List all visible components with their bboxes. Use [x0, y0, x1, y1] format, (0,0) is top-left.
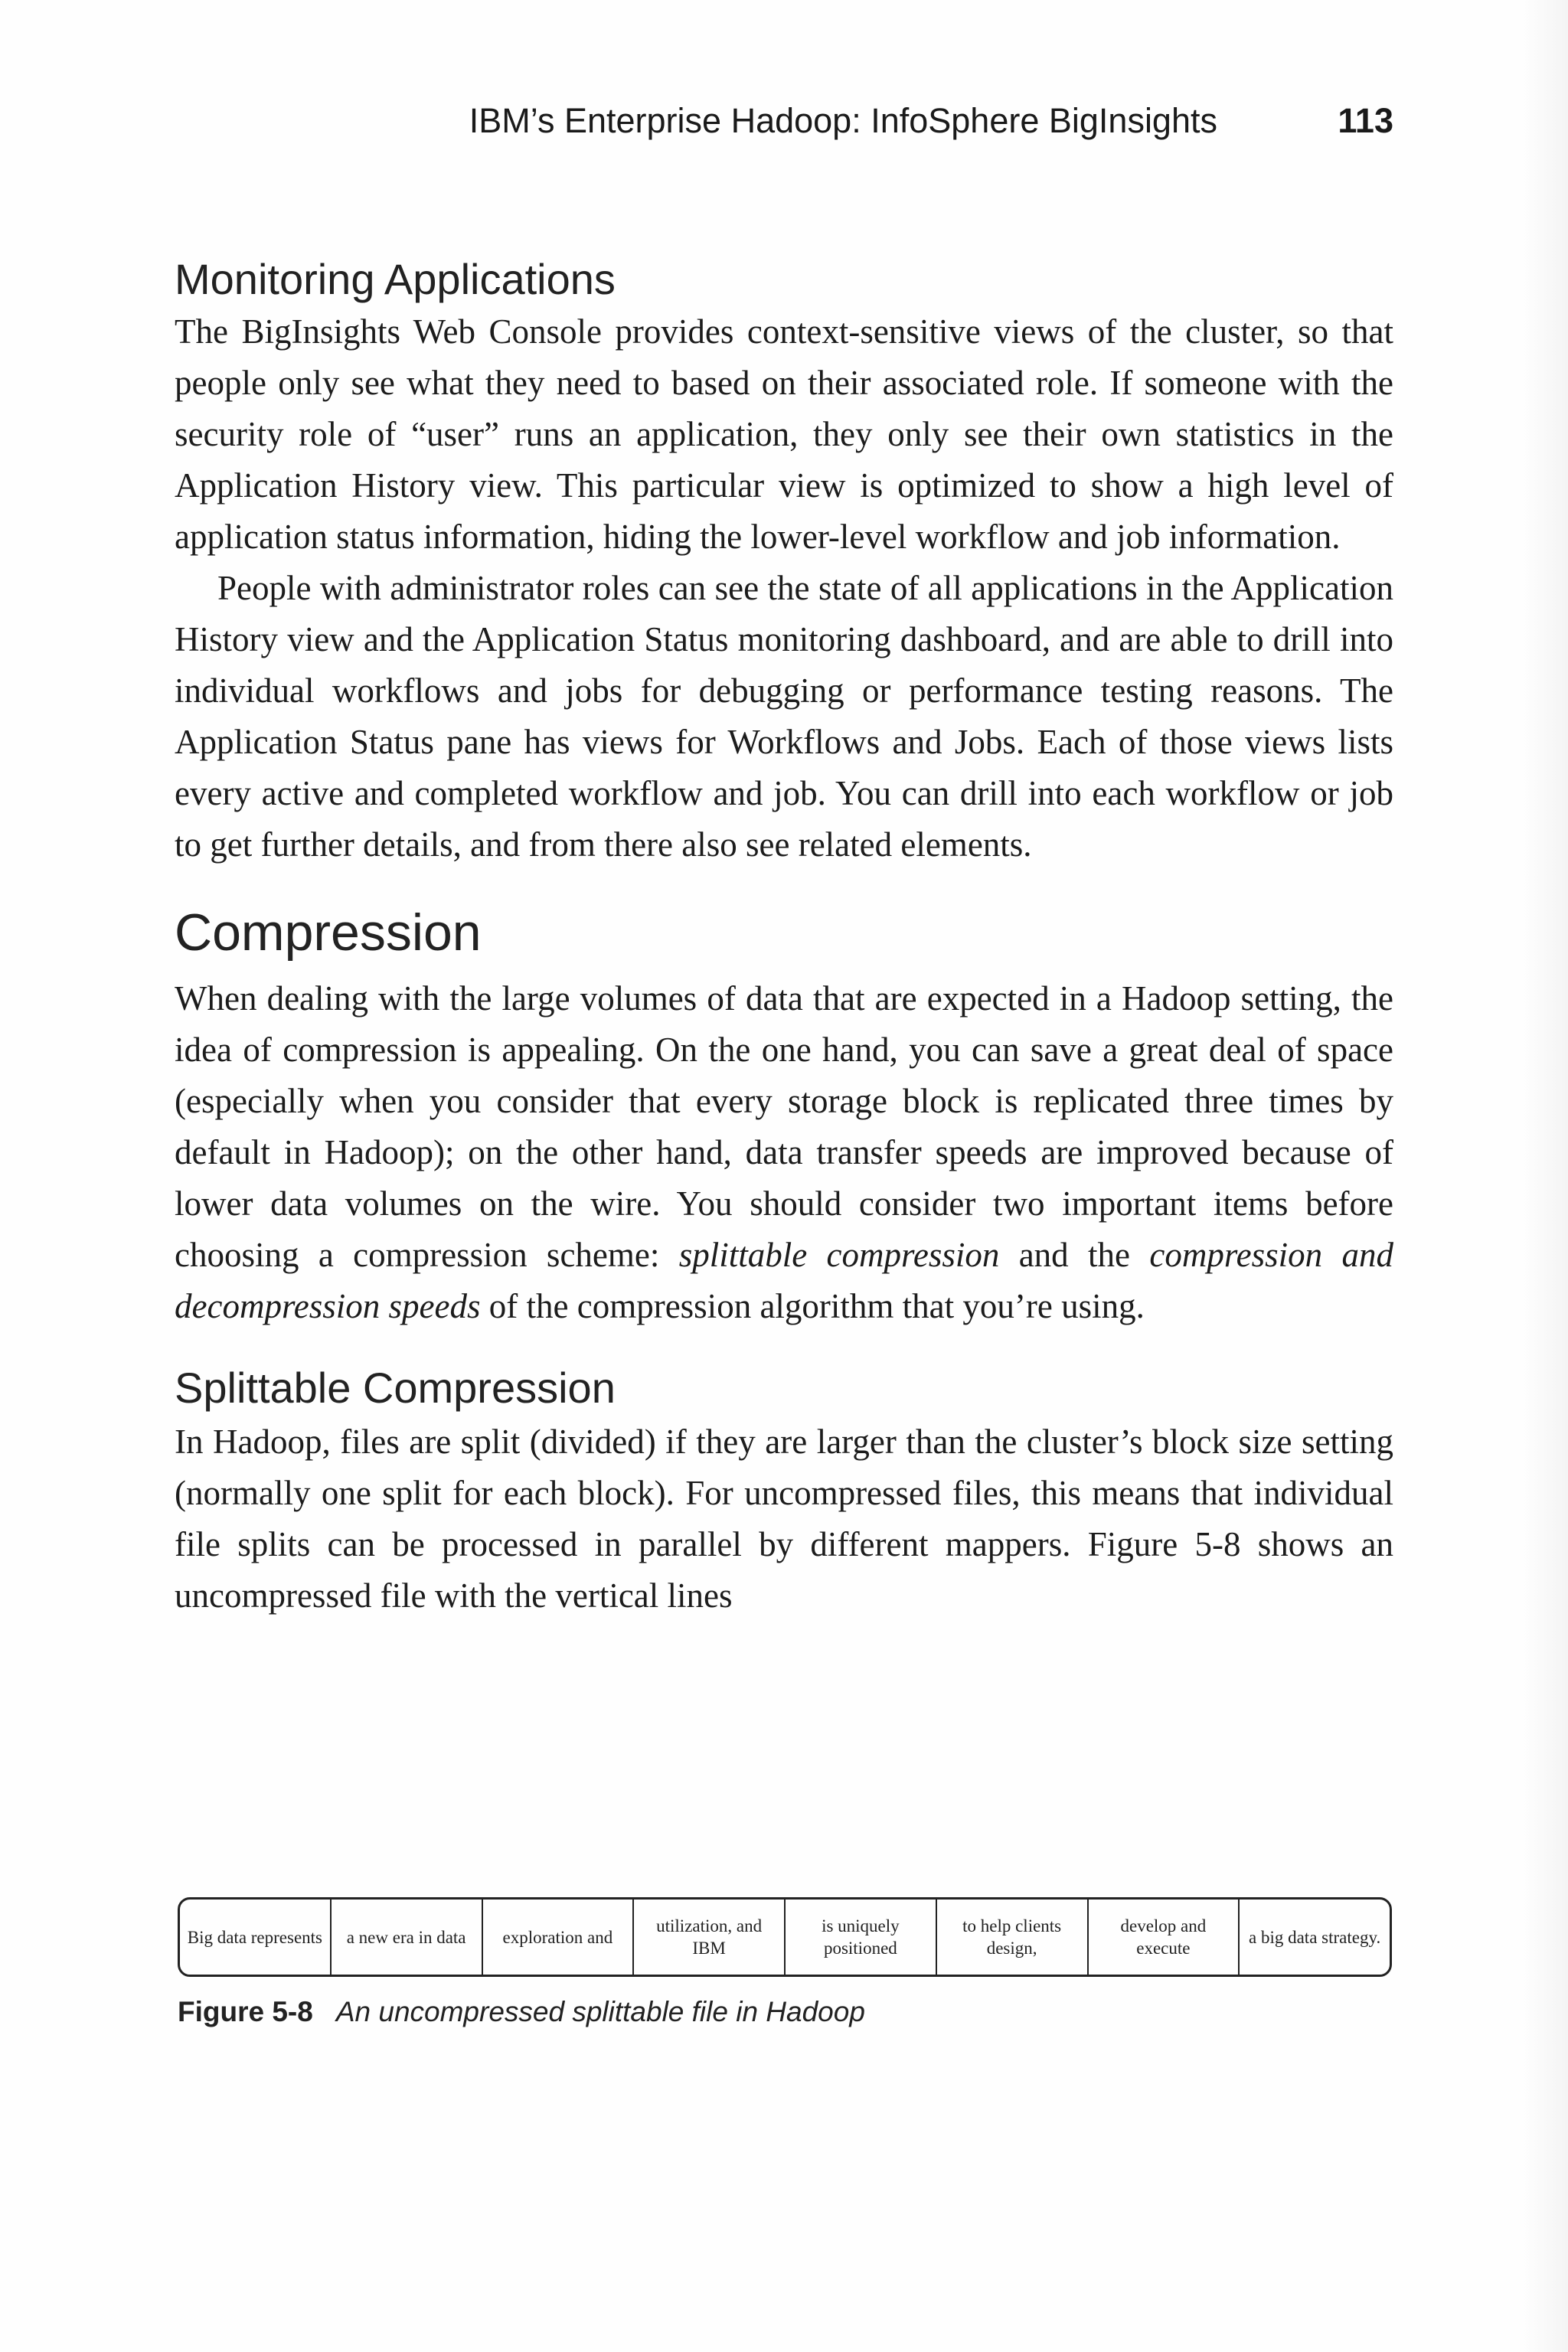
figure-caption-text: An uncompressed splittable file in Hadoop [335, 1996, 865, 2027]
paragraph [175, 973, 1393, 1332]
page-number: 113 [1338, 101, 1393, 140]
file-split: exploration and [483, 1900, 635, 1975]
section-heading: Splittable Compression [175, 1364, 616, 1412]
uncompressed-file-diagram [178, 1897, 1392, 1977]
figure-label: Figure 5-8 [178, 1996, 313, 2027]
figure-caption [178, 1994, 1392, 2030]
running-title: IBM’s Enterprise Hadoop: InfoSphere BigInsights [469, 101, 1217, 140]
file-split: utilization, and IBM [634, 1900, 786, 1975]
section-heading: Compression [175, 903, 482, 962]
paragraph-text: of the compression algorithm that you’re using. [480, 1287, 1145, 1325]
file-split: Big data represents [180, 1900, 332, 1975]
page-edge-shadow [1522, 0, 1568, 2352]
file-split: to help clients design, [937, 1900, 1089, 1975]
running-header [175, 98, 1393, 144]
emphasis-text: splittable compression [678, 1236, 1000, 1274]
paragraph-text: When dealing with the large volumes of data that are expected in a Hadoop setting, the idea of compression is appealing. On the one hand, you can save a great deal of space (especially when you consider that every storage block is replicated three times by default in Hadoop); on the other hand, data transfer speeds are improved because of lower data volumes on the wire. You should consider two important items before choosing a compression scheme: [175, 979, 1393, 1274]
section-compression [175, 901, 1393, 1332]
page-content [175, 253, 1393, 1622]
section-splittable-compression [175, 1361, 1393, 1622]
section-monitoring-applications [175, 253, 1393, 871]
figure-5-8 [178, 1897, 1392, 2030]
file-split: develop and execute [1089, 1900, 1240, 1975]
file-split: is uniquely positioned [786, 1900, 937, 1975]
file-split: a new era in data [332, 1900, 483, 1975]
paragraph: In Hadoop, files are split (divided) if they are larger than the cluster’s block size setting (normally one split for each block). For uncompressed files, this means that individual file splits can be processed in parallel by different mappers. Figure 5-8 shows an uncompressed file with the vertical lines [175, 1423, 1393, 1615]
section-heading: Monitoring Applications [175, 255, 616, 303]
paragraph: The BigInsights Web Console provides context-sensitive views of the cluster, so that people only see what they need to based on their associated role. If someone with the security role of “user” runs an application, they only see their own statistics in the Application History view. This particular view is optimized to show a high level of application status information, hiding the lower-level workflow and job information. [175, 312, 1393, 556]
file-split: a big data strategy. [1249, 1927, 1381, 1947]
paragraph-text: and the [999, 1236, 1150, 1274]
emphasis-text: compression and decompression speeds [175, 1236, 1393, 1325]
paragraph: People with administrator roles can see the state of all applications in the Application History view and the Application Status monitoring dashboard, and are able to drill into individual workflows and jobs for debugging or performance testing reasons. The Application Status pane has views for Workflows and Jobs. Each of those views lists every active and completed workflow and job. You can drill into each workflow or job to get further details, and from there also see related elements. [175, 569, 1393, 864]
